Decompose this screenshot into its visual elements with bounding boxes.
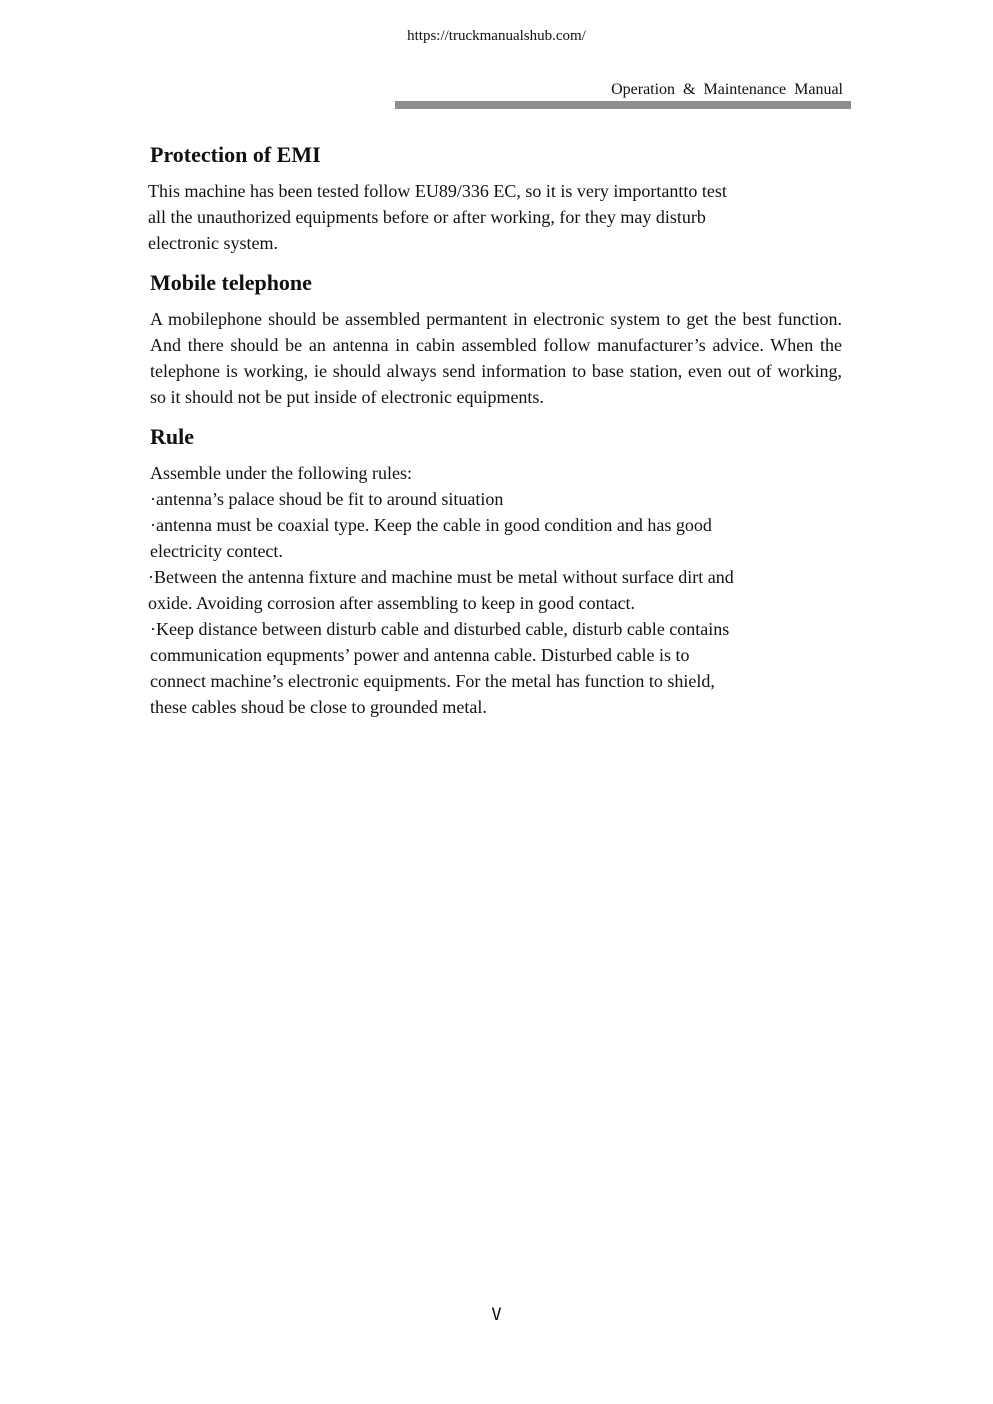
rule-line: connect machine’s electronic equipments. For the metal has function to shield,	[150, 671, 715, 691]
page-content	[148, 140, 842, 732]
rule-line: oxide. Avoiding corrosion after assembling to keep in good contact.	[148, 593, 636, 613]
rule-line: communication equpments’ power and antenna cable. Disturbed cable is to	[150, 645, 690, 665]
rule-line: ·Keep distance between disturb cable and disturbed cable, disturb cable contains	[150, 619, 730, 639]
rule-list	[148, 460, 842, 720]
emi-paragraph	[148, 178, 842, 256]
emi-line: all the unauthorized equipments before or after working, for they may disturb	[148, 207, 706, 227]
section-heading-rule: Rule	[150, 424, 194, 449]
section-heading-mobile-telephone: Mobile telephone	[150, 270, 312, 295]
rule-line: ·Between the antenna fixture and machine must be metal without surface dirt and	[148, 567, 734, 587]
rule-line: these cables shoud be close to grounded metal.	[150, 697, 487, 717]
source-url: https://truckmanualshub.com/	[407, 28, 586, 44]
rule-line: electricity contect.	[150, 541, 283, 561]
running-header: Operation & Maintenance Manual	[611, 81, 843, 98]
header-rule	[395, 101, 851, 109]
rule-line: ·antenna’s palace shoud be fit to around situation	[150, 489, 504, 509]
section-heading-emi: Protection of EMI	[150, 142, 321, 167]
mobile-telephone-paragraph: A mobilephone should be assembled permantent in electronic system to get the best function. And there should be an antenna in cabin assembled follow manufacturer’s advice. When the telephone is working, ie should always send information to base station, even out of working, so it should not be put inside of electronic equipments.	[150, 309, 842, 407]
section-emi	[148, 140, 842, 256]
page-number: V	[491, 1305, 502, 1325]
emi-line: This machine has been tested follow EU89/336 EC, so it is very importantto test	[148, 181, 727, 201]
rule-intro: Assemble under the following rules:	[150, 463, 412, 483]
rule-line: ·antenna must be coaxial type. Keep the cable in good condition and has good	[150, 515, 712, 535]
emi-line: electronic system.	[148, 233, 278, 253]
section-rule	[148, 422, 842, 720]
section-mobile-telephone	[148, 268, 842, 410]
